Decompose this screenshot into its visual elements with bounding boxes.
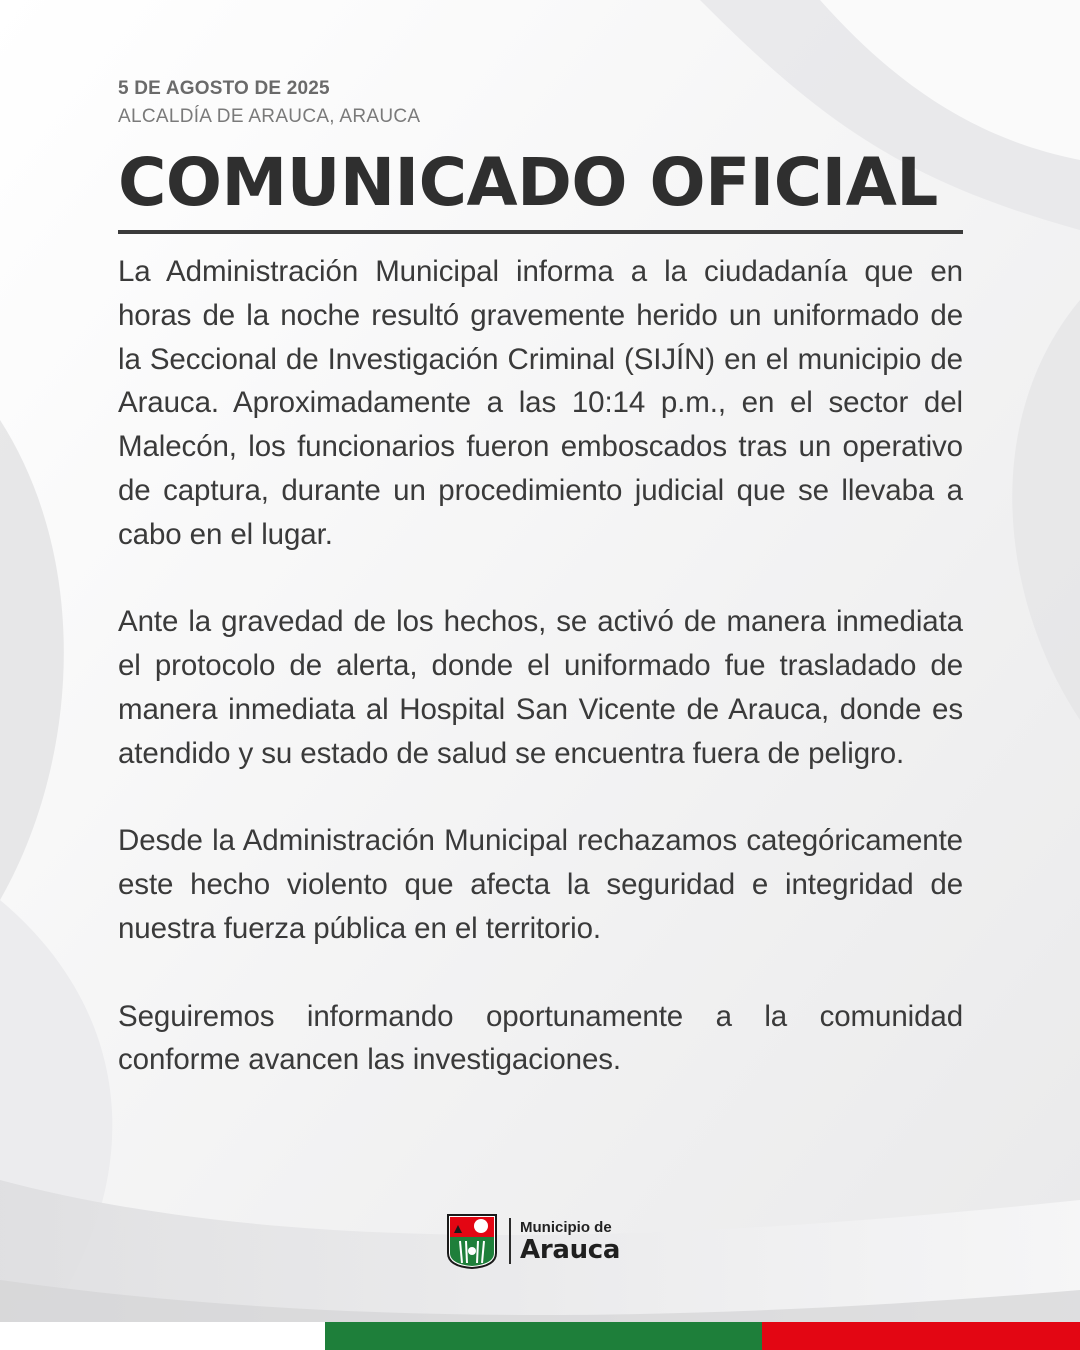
logo-line-1: Municipio de — [520, 1218, 612, 1236]
flag-band-red — [762, 1322, 1080, 1350]
logo-separator — [509, 1218, 511, 1264]
logo-wordmark — [520, 1219, 620, 1264]
paragraph-2: Ante la gravedad de los hechos, se activó de manera inmediata el protocolo de alerta, donde el uniformado fue trasladado de manera inmediata al Hospital San Vicente de Arauca, donde es atendido y su estado de salud se encuentra fuera de peligro. — [118, 605, 963, 770]
paragraph-1: La Administración Municipal informa a la ciudadanía que en horas de la noche resultó gravemente herido un uniformado de la Seccional de Investigación Criminal (SIJÍN) en el municipio de Arauca. Aproximadamente a las 10:14 p.m., en el sector del Malecón, los funcionarios fueron emboscados tras un operativo de captura, durante un procedimiento judicial que se llevaba a cabo en el lugar. — [118, 255, 963, 551]
paragraph-4: Seguiremos informando oportunamente a la comunidad conforme avancen las investigaciones. — [118, 999, 963, 1077]
arauca-coat-of-arms-icon — [446, 1213, 498, 1269]
flag-band — [0, 1322, 1080, 1350]
title-divider — [118, 230, 963, 234]
communique — [118, 78, 963, 1126]
logo-line-2: Arauca — [520, 1234, 621, 1265]
date-line: 5 DE AGOSTO DE 2025 — [118, 78, 330, 99]
flag-band-white — [0, 1322, 325, 1350]
paragraph-3: Desde la Administración Municipal rechazamos categóricamente este hecho violento que afecta la seguridad e integridad de nuestra fuerza pública en el territorio. — [118, 824, 963, 945]
flag-band-green — [325, 1322, 762, 1350]
municipio-logo — [446, 1213, 620, 1269]
page-title: COMUNICADO OFICIAL — [118, 144, 938, 221]
place-line: ALCALDÍA DE ARAUCA, ARAUCA — [118, 106, 421, 127]
body-text — [118, 250, 963, 1082]
